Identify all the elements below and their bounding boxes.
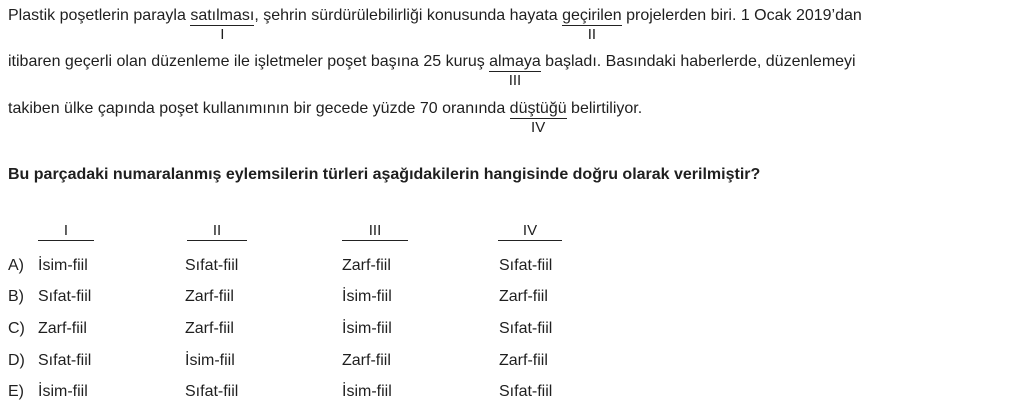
option-value-III: İsim-fiil [342,320,392,337]
passage-text: projelerden biri. 1 Ocak 2019’dan [621,7,862,24]
option-value-IV: Sıfat-fiil [499,257,553,274]
passage-text: , şehrin sürdürülebilirliği konusunda hayata [254,7,563,24]
passage-text: başladı. Basındaki haberlerde, düzenlemeyi [540,53,856,70]
option-value-II: İsim-fiil [185,352,235,369]
underlined-verbal-4 [509,100,567,136]
option-value-III: Zarf-fiil [342,352,391,369]
verbal-word: almaya [489,53,541,70]
marker-I: I [220,26,225,43]
option-letter: A) [8,257,24,274]
option-value-IV: Sıfat-fiil [499,320,553,337]
option-value-IV: Zarf-fiil [499,288,548,305]
verbal-word: satılması [190,7,255,24]
option-value-II: Zarf-fiil [185,288,234,305]
passage-text: Plastik poşetlerin parayla [8,7,191,24]
marker-II: II [587,26,597,43]
option-value-III: İsim-fiil [342,383,392,400]
option-value-I: Sıfat-fiil [38,352,92,369]
underlined-verbal-1 [190,7,255,43]
option-value-II: Sıfat-fiil [185,383,239,400]
underlined-verbal-2 [562,7,622,43]
option-letter: D) [8,352,25,369]
option-value-I: İsim-fiil [38,257,88,274]
verbal-word: düştüğü [509,100,567,117]
column-header-II: II [187,222,247,241]
column-header-I: I [38,222,94,241]
marker-IV: IV [531,119,546,136]
option-value-III: İsim-fiil [342,288,392,305]
marker-III: III [508,72,522,89]
passage-text: belirtiliyor. [566,100,643,117]
passage-text: itibaren geçerli olan düzenleme ile işletmeler poşet başına 25 kuruş [8,53,490,70]
option-letter: C) [8,320,25,337]
option-value-IV: Sıfat-fiil [499,383,553,400]
column-header-III: III [342,222,408,241]
verbal-word: geçirilen [562,7,622,24]
option-value-II: Sıfat-fiil [185,257,239,274]
passage-line-2 [8,52,856,89]
underlined-verbal-3 [489,53,541,89]
option-letter: B) [8,288,24,305]
option-value-III: Zarf-fiil [342,257,391,274]
option-value-IV: Zarf-fiil [499,352,548,369]
option-value-II: Zarf-fiil [185,320,234,337]
option-value-I: İsim-fiil [38,383,88,400]
passage-text: takiben ülke çapında poşet kullanımının bir gecede yüzde 70 oranında [8,100,510,117]
question-text: Bu parçadaki numaralanmış eylemsilerin türleri aşağıdakilerin hangisinde doğru olarak verilmiştir? [8,166,761,183]
option-value-I: Sıfat-fiil [38,288,92,305]
option-letter: E) [8,383,24,400]
passage-line-1 [8,6,862,43]
column-header-IV: IV [498,222,562,241]
passage-line-3 [8,99,643,136]
option-value-I: Zarf-fiil [38,320,87,337]
